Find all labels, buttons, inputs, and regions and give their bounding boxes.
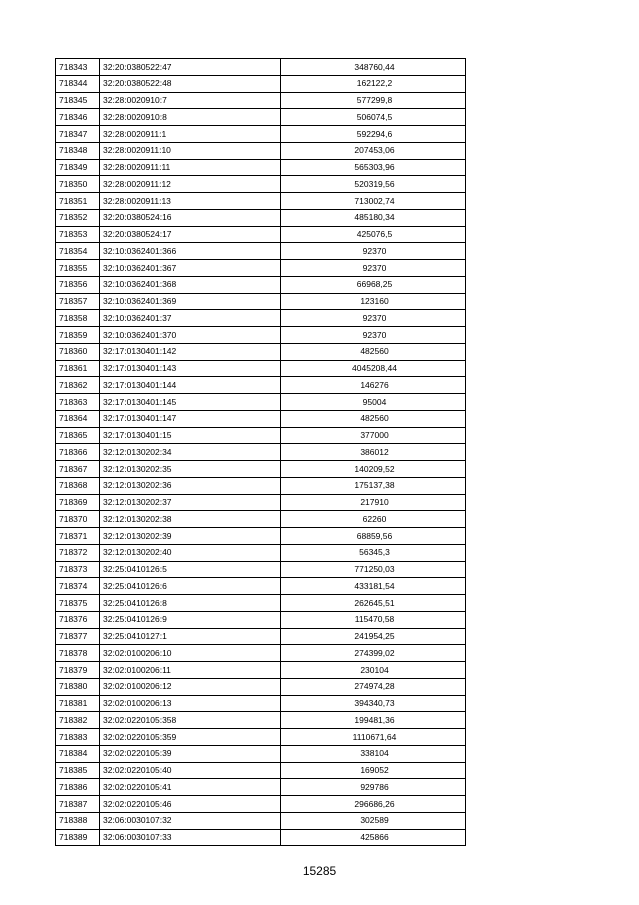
register-table [55, 58, 466, 846]
value-cell: 713002,74 [281, 193, 466, 210]
row-number-cell: 718354 [56, 243, 100, 260]
table-row [56, 410, 466, 427]
cadastral-number-cell: 32:02:0220105:39 [100, 745, 281, 762]
value-cell: 929786 [281, 779, 466, 796]
cadastral-number-cell: 32:12:0130202:35 [100, 461, 281, 478]
value-cell: 482560 [281, 343, 466, 360]
cadastral-number-cell: 32:17:0130401:147 [100, 410, 281, 427]
table-row [56, 394, 466, 411]
cadastral-number-cell: 32:12:0130202:40 [100, 544, 281, 561]
table-row [56, 176, 466, 193]
table-row [56, 578, 466, 595]
cadastral-number-cell: 32:20:0380522:48 [100, 75, 281, 92]
cadastral-number-cell: 32:12:0130202:38 [100, 511, 281, 528]
table-row [56, 159, 466, 176]
page-number: 15285 [302, 864, 337, 878]
table-row [56, 477, 466, 494]
value-cell: 175137,38 [281, 477, 466, 494]
table-row [56, 226, 466, 243]
value-cell: 482560 [281, 410, 466, 427]
cadastral-number-cell: 32:28:0020911:1 [100, 126, 281, 143]
row-number-cell: 718363 [56, 394, 100, 411]
table-row [56, 75, 466, 92]
cadastral-number-cell: 32:28:0020911:11 [100, 159, 281, 176]
row-number-cell: 718374 [56, 578, 100, 595]
row-number-cell: 718381 [56, 695, 100, 712]
cadastral-number-cell: 32:28:0020910:7 [100, 92, 281, 109]
table-row [56, 511, 466, 528]
value-cell: 296686,26 [281, 796, 466, 813]
cadastral-number-cell: 32:12:0130202:39 [100, 528, 281, 545]
row-number-cell: 718386 [56, 779, 100, 796]
cadastral-number-cell: 32:02:0100206:12 [100, 678, 281, 695]
row-number-cell: 718348 [56, 142, 100, 159]
table-row [56, 528, 466, 545]
table-row [56, 611, 466, 628]
cadastral-number-cell: 32:10:0362401:366 [100, 243, 281, 260]
cadastral-number-cell: 32:02:0100206:11 [100, 662, 281, 679]
row-number-cell: 718371 [56, 528, 100, 545]
table-row [56, 310, 466, 327]
value-cell: 62260 [281, 511, 466, 528]
row-number-cell: 718357 [56, 293, 100, 310]
value-cell: 592294,6 [281, 126, 466, 143]
value-cell: 92370 [281, 260, 466, 277]
register-table-body [56, 59, 466, 846]
value-cell: 230104 [281, 662, 466, 679]
row-number-cell: 718345 [56, 92, 100, 109]
table-row [56, 243, 466, 260]
table-row [56, 427, 466, 444]
table-row [56, 327, 466, 344]
value-cell: 217910 [281, 494, 466, 511]
row-number-cell: 718362 [56, 377, 100, 394]
table-row [56, 260, 466, 277]
value-cell: 241954,25 [281, 628, 466, 645]
row-number-cell: 718349 [56, 159, 100, 176]
table-row [56, 444, 466, 461]
row-number-cell: 718351 [56, 193, 100, 210]
value-cell: 4045208,44 [281, 360, 466, 377]
row-number-cell: 718366 [56, 444, 100, 461]
cadastral-number-cell: 32:25:0410126:5 [100, 561, 281, 578]
value-cell: 274974,28 [281, 678, 466, 695]
row-number-cell: 718367 [56, 461, 100, 478]
table-row [56, 829, 466, 846]
table-row [56, 59, 466, 76]
value-cell: 92370 [281, 327, 466, 344]
value-cell: 115470,58 [281, 611, 466, 628]
table-row [56, 276, 466, 293]
cadastral-number-cell: 32:17:0130401:144 [100, 377, 281, 394]
value-cell: 485180,34 [281, 209, 466, 226]
value-cell: 274399,02 [281, 645, 466, 662]
cadastral-number-cell: 32:06:0030107:32 [100, 812, 281, 829]
row-number-cell: 718384 [56, 745, 100, 762]
value-cell: 348760,44 [281, 59, 466, 76]
table-row [56, 544, 466, 561]
row-number-cell: 718359 [56, 327, 100, 344]
row-number-cell: 718385 [56, 762, 100, 779]
cadastral-number-cell: 32:10:0362401:367 [100, 260, 281, 277]
row-number-cell: 718368 [56, 477, 100, 494]
table-row [56, 645, 466, 662]
table-row [56, 712, 466, 729]
row-number-cell: 718376 [56, 611, 100, 628]
row-number-cell: 718379 [56, 662, 100, 679]
cadastral-number-cell: 32:25:0410127:1 [100, 628, 281, 645]
table-row [56, 293, 466, 310]
cadastral-number-cell: 32:10:0362401:368 [100, 276, 281, 293]
cadastral-number-cell: 32:02:0220105:46 [100, 796, 281, 813]
row-number-cell: 718380 [56, 678, 100, 695]
value-cell: 771250,03 [281, 561, 466, 578]
value-cell: 140209,52 [281, 461, 466, 478]
value-cell: 146276 [281, 377, 466, 394]
row-number-cell: 718383 [56, 729, 100, 746]
table-row [56, 729, 466, 746]
row-number-cell: 718364 [56, 410, 100, 427]
cadastral-number-cell: 32:02:0220105:40 [100, 762, 281, 779]
table-row [56, 193, 466, 210]
table-row [56, 360, 466, 377]
row-number-cell: 718378 [56, 645, 100, 662]
value-cell: 386012 [281, 444, 466, 461]
cadastral-number-cell: 32:02:0100206:10 [100, 645, 281, 662]
row-number-cell: 718343 [56, 59, 100, 76]
row-number-cell: 718369 [56, 494, 100, 511]
table-row [56, 812, 466, 829]
row-number-cell: 718353 [56, 226, 100, 243]
table-row [56, 745, 466, 762]
table-row [56, 628, 466, 645]
cadastral-number-cell: 32:25:0410126:8 [100, 595, 281, 612]
cadastral-number-cell: 32:17:0130401:15 [100, 427, 281, 444]
value-cell: 1110671,64 [281, 729, 466, 746]
value-cell: 394340,73 [281, 695, 466, 712]
table-row [56, 92, 466, 109]
cadastral-number-cell: 32:28:0020910:8 [100, 109, 281, 126]
value-cell: 262645,51 [281, 595, 466, 612]
table-row [56, 109, 466, 126]
value-cell: 123160 [281, 293, 466, 310]
cadastral-number-cell: 32:02:0220105:41 [100, 779, 281, 796]
table-row [56, 494, 466, 511]
value-cell: 506074,5 [281, 109, 466, 126]
row-number-cell: 718372 [56, 544, 100, 561]
row-number-cell: 718347 [56, 126, 100, 143]
cadastral-number-cell: 32:17:0130401:143 [100, 360, 281, 377]
row-number-cell: 718373 [56, 561, 100, 578]
row-number-cell: 718388 [56, 812, 100, 829]
value-cell: 302589 [281, 812, 466, 829]
cadastral-number-cell: 32:28:0020911:12 [100, 176, 281, 193]
value-cell: 338104 [281, 745, 466, 762]
value-cell: 95004 [281, 394, 466, 411]
value-cell: 68859,56 [281, 528, 466, 545]
row-number-cell: 718356 [56, 276, 100, 293]
value-cell: 577299,8 [281, 92, 466, 109]
row-number-cell: 718344 [56, 75, 100, 92]
table-row [56, 461, 466, 478]
value-cell: 520319,56 [281, 176, 466, 193]
row-number-cell: 718361 [56, 360, 100, 377]
value-cell: 92370 [281, 310, 466, 327]
cadastral-number-cell: 32:10:0362401:37 [100, 310, 281, 327]
table-row [56, 561, 466, 578]
cadastral-number-cell: 32:17:0130401:145 [100, 394, 281, 411]
cadastral-number-cell: 32:25:0410126:9 [100, 611, 281, 628]
cadastral-number-cell: 32:02:0220105:359 [100, 729, 281, 746]
cadastral-number-cell: 32:12:0130202:36 [100, 477, 281, 494]
row-number-cell: 718365 [56, 427, 100, 444]
value-cell: 565303,96 [281, 159, 466, 176]
value-cell: 169052 [281, 762, 466, 779]
value-cell: 425866 [281, 829, 466, 846]
table-row [56, 662, 466, 679]
cadastral-number-cell: 32:12:0130202:34 [100, 444, 281, 461]
cadastral-number-cell: 32:02:0100206:13 [100, 695, 281, 712]
row-number-cell: 718358 [56, 310, 100, 327]
value-cell: 162122,2 [281, 75, 466, 92]
cadastral-number-cell: 32:28:0020911:13 [100, 193, 281, 210]
cadastral-number-cell: 32:02:0220105:358 [100, 712, 281, 729]
row-number-cell: 718382 [56, 712, 100, 729]
table-row [56, 695, 466, 712]
cadastral-number-cell: 32:10:0362401:370 [100, 327, 281, 344]
table-row [56, 779, 466, 796]
row-number-cell: 718377 [56, 628, 100, 645]
table-row [56, 377, 466, 394]
cadastral-number-cell: 32:25:0410126:6 [100, 578, 281, 595]
value-cell: 433181,54 [281, 578, 466, 595]
row-number-cell: 718387 [56, 796, 100, 813]
row-number-cell: 718350 [56, 176, 100, 193]
cadastral-number-cell: 32:06:0030107:33 [100, 829, 281, 846]
value-cell: 425076,5 [281, 226, 466, 243]
table-row [56, 126, 466, 143]
cadastral-number-cell: 32:20:0380524:16 [100, 209, 281, 226]
value-cell: 199481,36 [281, 712, 466, 729]
table-row [56, 595, 466, 612]
row-number-cell: 718360 [56, 343, 100, 360]
value-cell: 56345,3 [281, 544, 466, 561]
row-number-cell: 718346 [56, 109, 100, 126]
cadastral-number-cell: 32:17:0130401:142 [100, 343, 281, 360]
value-cell: 66968,25 [281, 276, 466, 293]
row-number-cell: 718375 [56, 595, 100, 612]
cadastral-number-cell: 32:12:0130202:37 [100, 494, 281, 511]
value-cell: 207453,06 [281, 142, 466, 159]
table-row [56, 796, 466, 813]
cadastral-number-cell: 32:10:0362401:369 [100, 293, 281, 310]
cadastral-number-cell: 32:20:0380524:17 [100, 226, 281, 243]
table-row [56, 142, 466, 159]
row-number-cell: 718352 [56, 209, 100, 226]
cadastral-number-cell: 32:28:0020911:10 [100, 142, 281, 159]
cadastral-number-cell: 32:20:0380522:47 [100, 59, 281, 76]
table-row [56, 678, 466, 695]
row-number-cell: 718370 [56, 511, 100, 528]
table-row [56, 343, 466, 360]
table-row [56, 762, 466, 779]
row-number-cell: 718355 [56, 260, 100, 277]
table-row [56, 209, 466, 226]
row-number-cell: 718389 [56, 829, 100, 846]
value-cell: 377000 [281, 427, 466, 444]
value-cell: 92370 [281, 243, 466, 260]
